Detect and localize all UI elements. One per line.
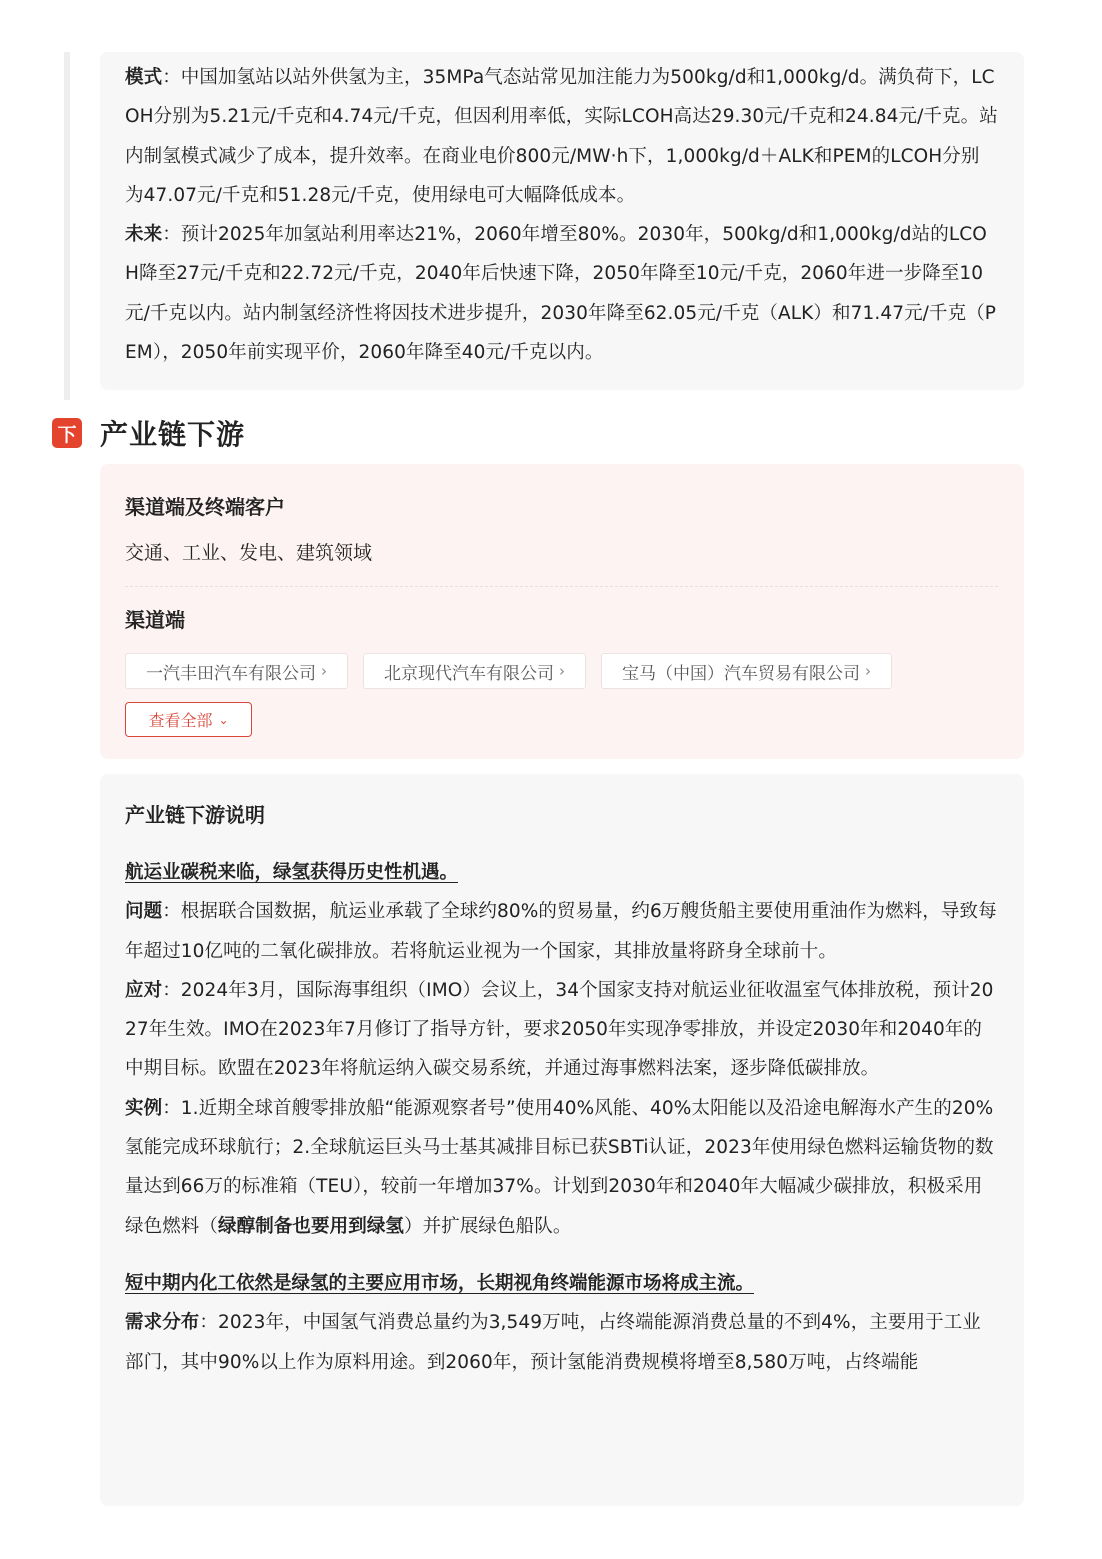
chip-label: 北京现代汽车有限公司 [384,663,554,684]
customers-title: 渠道端及终端客户 [125,495,285,519]
view-all-button[interactable] [125,702,252,737]
response-paragraph [125,971,998,1089]
channel-chip[interactable] [125,653,348,689]
example-text-b: ）并扩展绿色船队。 [404,1215,572,1237]
section-heading [52,413,245,453]
problem-paragraph [125,892,998,971]
demand-paragraph [125,1303,998,1382]
channel-chip[interactable] [601,653,892,689]
top-info-card [100,52,1024,390]
downstream-icon: 下 [52,418,82,448]
shipping-heading: 航运业碳税来临，绿氢获得历史性机遇。 [125,862,459,883]
demand-text: ：2023年，中国氢气消费总量约为3,549万吨，占终端能源消费总量的不到4%，主要用于工业部门，其中90%以上作为原料用途。到2060年，预计氢能消费规模将增至8,580万吨，占终端能 [125,1312,981,1373]
view-all-label: 查看全部 [148,711,213,730]
demand-label: 需求分布 [125,1312,200,1334]
left-accent-bar [64,52,70,400]
chevron-down-icon: ⌄ [218,712,229,727]
customers-text: 交通、工业、发电、建筑领域 [125,542,373,564]
chip-label: 宝马（中国）汽车贸易有限公司 [622,663,860,684]
response-text: ：2024年3月，国际海事组织（IMO）会议上，34个国家支持对航运业征收温室气体排放税，预计2027年生效。IMO在2023年7月修订了指导方针，要求2050年实现净零排放，并设定2030年和2040年的中期目标。欧盟在2023年将航运纳入碳交易系统，并通过海事燃料法案，逐步降低碳排放。 [125,979,994,1080]
chip-label: 一汽丰田汽车有限公司 [146,663,316,684]
chevron-right-icon: › [321,662,327,680]
problem-text: ：根据联合国数据，航运业承载了全球约80%的贸易量，约6万艘货船主要使用重油作为燃料，导致每年超过10亿吨的二氧化碳排放。若将航运业视为一个国家，其排放量将跻身全球前十。 [125,901,997,962]
future-label: 未来 [125,224,163,246]
channel-title: 渠道端 [125,608,185,632]
future-text: ：预计2025年加氢站利用率达21%，2060年增至80%。2030年，500kg/d和1,000kg/d站的LCOH降至27元/千克和22.72元/千克，2040年后快速下降，2050年降至10元/千克，2060年进一步降至10元/千克以内。站内制氢经济性将因技术进步提升，2030年降至62.05元/千克（ALK）和71.47元/千克（PEM），2050年前实现平价，2060年降至40元/千克以内。 [125,224,997,364]
future-paragraph [125,215,998,372]
example-label: 实例 [125,1097,163,1119]
channel-chip-row [125,653,998,689]
divider [125,586,998,587]
example-emphasis: 绿醇制备也要用到绿氢 [218,1215,405,1237]
response-label: 应对 [125,979,163,1001]
explanation-title: 产业链下游说明 [125,803,265,827]
explanation-card [100,774,1024,1506]
example-text-a: ：1.近期全球首艘零排放船“能源观察者号”使用40%风能、40%太阳能以及沿途电解海水产生的20%氢能完成环球航行；2.全球航运巨头马士基其减排目标已获SBTi认证，2023年使用绿色燃料运输货物的数量达到66万的标准箱（TEU），较前一年增加37%。计划到2030年和2040年大幅减少碳排放，积极采用绿色燃料（ [125,1097,994,1237]
example-paragraph [125,1089,998,1246]
chevron-right-icon: › [559,662,565,680]
chemical-heading: 短中期内化工依然是绿氢的主要应用市场，长期视角终端能源市场将成主流。 [125,1272,755,1294]
chevron-right-icon: › [865,662,871,680]
mode-text: ：中国加氢站以站外供氢为主，35MPa气态站常见加注能力为500kg/d和1,000kg/d。满负荷下，LCOH分别为5.21元/千克和4.74元/千克，但因利用率低，实际LCOH高达29.30元/千克和24.84元/千克。站内制氢模式减少了成本，提升效率。在商业电价800元/MW·h下，1,000kg/d＋ALK和PEM的LCOH分别为47.07元/千克和51.28元/千克，使用绿电可大幅降低成本。 [125,67,998,206]
mode-label: 模式 [125,67,163,88]
section-title: 产业链下游 [100,418,246,451]
channel-card [100,464,1024,759]
mode-paragraph [125,58,998,215]
channel-chip[interactable] [363,653,586,689]
problem-label: 问题 [125,901,163,923]
